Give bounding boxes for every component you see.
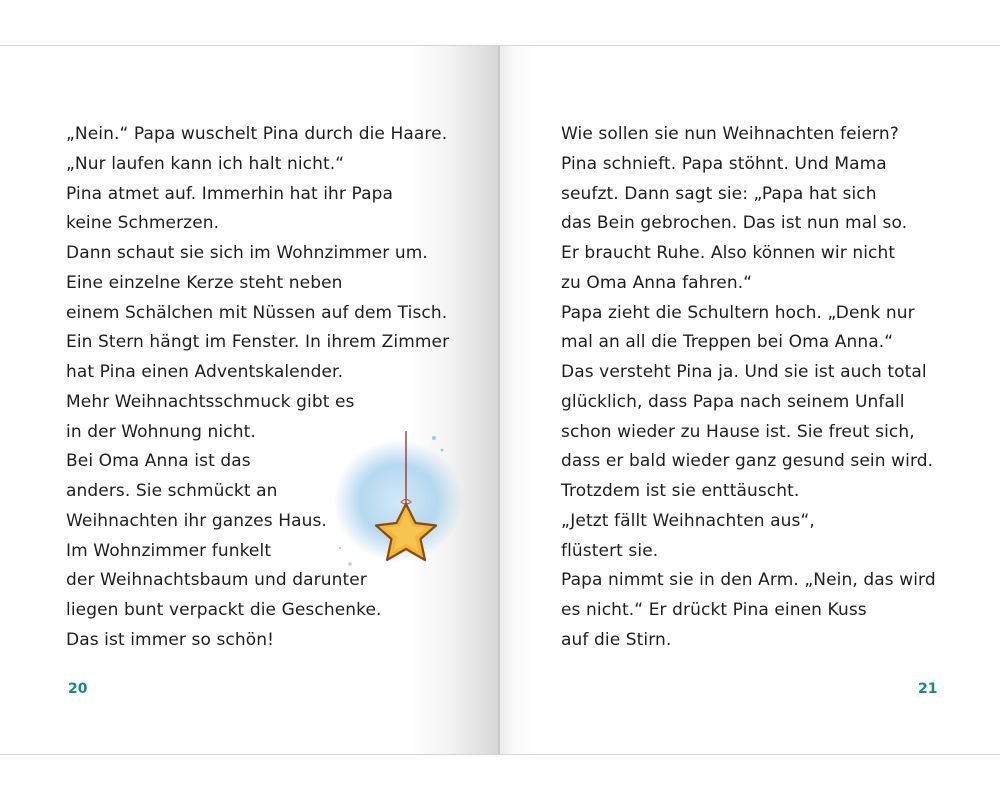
text-line: Wie sollen sie nun Weihnachten feiern? (561, 124, 899, 144)
text-line: in der Wohnung nicht. (66, 421, 256, 442)
text-line: es nicht.“ Er drückt Pina einen Kuss (561, 600, 867, 620)
text-line: keine Schmerzen. (66, 213, 220, 234)
text-line: anders. Sie schmückt an (66, 481, 278, 501)
text-line: Ein Stern hängt im Fenster. In ihrem Zimmer (66, 332, 450, 353)
text-line: Weihnachten ihr ganzes Haus. (66, 510, 327, 531)
text-line: mal an all die Treppen bei Oma Anna.“ (561, 332, 894, 353)
text-line: Eine einzelne Kerze steht neben (66, 272, 343, 293)
page-number-right: 21 (918, 681, 938, 697)
text-line: Papa zieht die Schultern hoch. „Denk nur (561, 302, 915, 323)
text-line: auf die Stirn. (561, 629, 672, 650)
text-line: „Jetzt fällt Weihnachten aus“, (561, 510, 815, 531)
right-page-text (561, 120, 936, 656)
text-line: Pina schnieft. Papa stöhnt. Und Mama (561, 153, 887, 174)
text-line: dass er bald wieder ganz gesund sein wird. (561, 451, 934, 472)
text-line: glücklich, dass Papa nach seinem Unfall (561, 391, 905, 412)
text-line: Pina atmet auf. Immerhin hat ihr Papa (66, 183, 394, 204)
text-line: seufzt. Dann sagt sie: „Papa hat sich (561, 183, 877, 204)
text-line: Dann schaut sie sich im Wohnzimmer um. (66, 243, 428, 263)
book-spread (0, 45, 1000, 755)
right-page (500, 46, 1000, 754)
left-page (0, 46, 500, 754)
text-line: „Nur laufen kann ich halt nicht.“ (66, 153, 345, 174)
text-line: schon wieder zu Hause ist. Sie freut sich, (561, 421, 915, 442)
text-line: flüstert sie. (561, 540, 659, 561)
text-line: Er braucht Ruhe. Also können wir nicht (561, 243, 896, 263)
text-line: Mehr Weihnachtsschmuck gibt es (66, 391, 355, 412)
text-line: Bei Oma Anna ist das (66, 451, 251, 472)
text-line: Im Wohnzimmer funkelt (66, 540, 272, 561)
hanging-star-icon (322, 376, 472, 606)
text-line: Das ist immer so schön! (66, 629, 275, 650)
text-line: hat Pina einen Adventskalender. (66, 362, 344, 382)
text-line: Trotzdem ist sie enttäuscht. (561, 481, 800, 501)
text-line: das Bein gebrochen. Das ist nun mal so. (561, 213, 908, 234)
text-line: liegen bunt verpackt die Geschenke. (66, 600, 382, 620)
text-line: zu Oma Anna fahren.“ (561, 272, 753, 293)
text-line: Papa nimmt sie in den Arm. „Nein, das wird (561, 570, 936, 591)
text-line: einem Schälchen mit Nüssen auf dem Tisch. (66, 302, 448, 323)
text-line: „Nein.“ Papa wuschelt Pina durch die Haare. (66, 124, 448, 144)
text-line: der Weihnachtsbaum und darunter (66, 570, 367, 591)
page-number-left: 20 (68, 681, 88, 697)
text-line: Das versteht Pina ja. Und sie ist auch total (561, 362, 927, 382)
